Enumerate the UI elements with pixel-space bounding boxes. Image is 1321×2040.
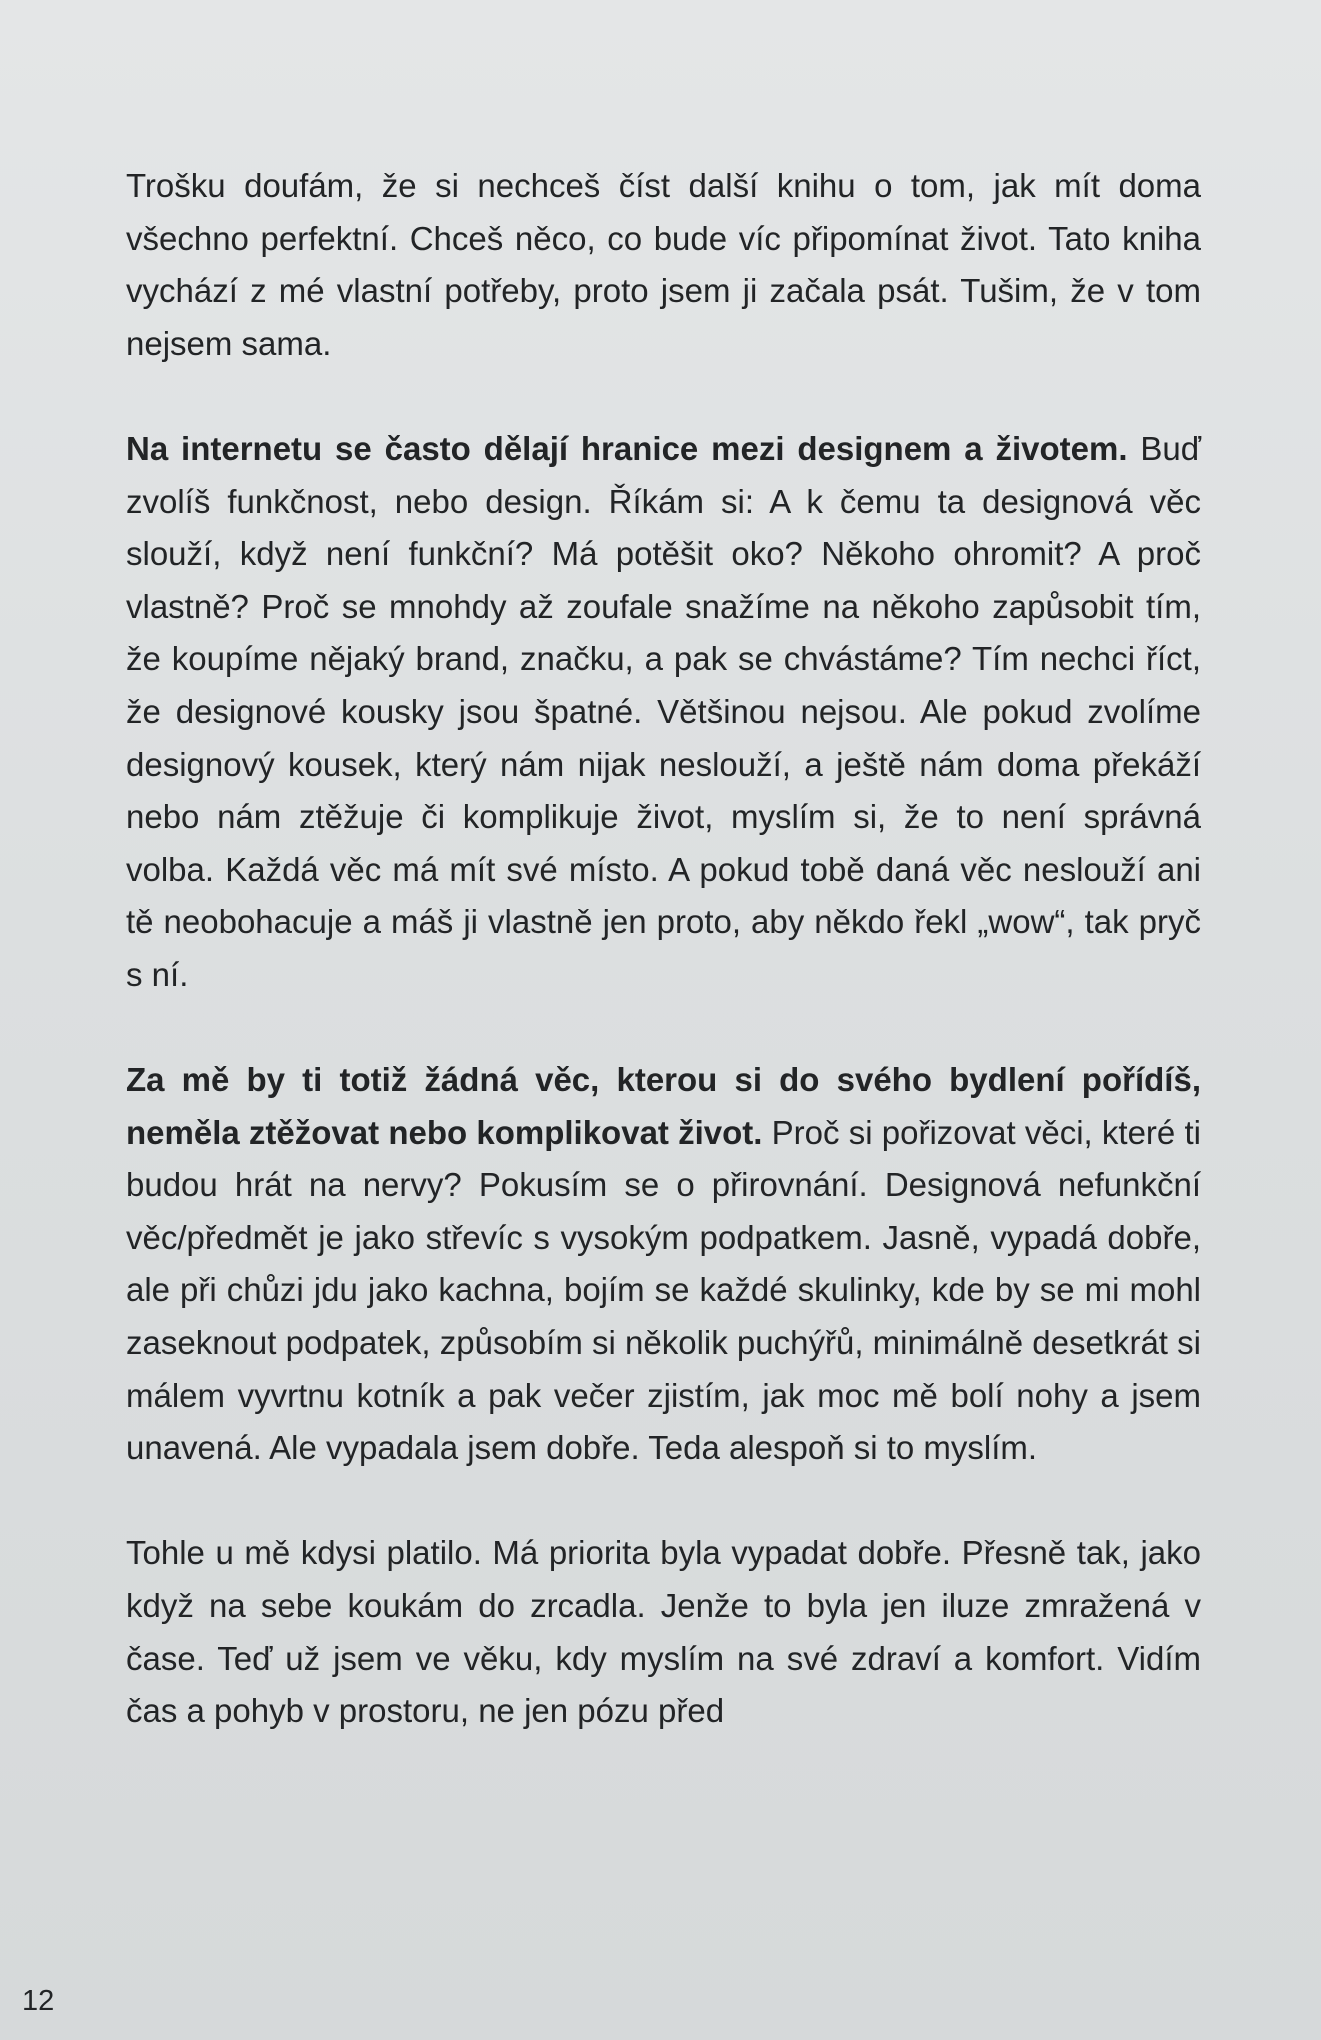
paragraph-3-text: Proč si pořizovat věci, které ti budou hrát na nervy? Pokusím se o přirovnání. Designová nefunkční věc/předmět je jako střevíc s vysokým podpatkem. Jasně, vypadá dobře, ale při chůzi jdu jako kachna, bojím se každé skulinky, kde by se mi mohl zaseknout podpatek, způsobím si několik puchýřů, minimálně desetkrát si málem vyvrtnu kotník a pak večer zjistím, jak moc mě bolí nohy a jsem unavená. Ale vypadala jsem dobře. Teda alespoň si to myslím. <box>126 1113 1201 1467</box>
paragraph-1-text: Trošku doufám, že si nechceš číst další knihu o tom, jak mít doma všechno perfektní. Chceš něco, co bude víc připomínat život. Tato kniha vychází z mé vlastní potřeby, proto jsem ji začala psát. Tušim, že v tom nejsem sama. <box>126 167 1201 362</box>
page-number: 12 <box>22 1985 55 2017</box>
paragraph-2 <box>126 423 1201 1002</box>
paragraph-4 <box>126 1527 1201 1737</box>
paragraph-4-text: Tohle u mě kdysi platilo. Má priorita byla vypadat dobře. Přesně tak, jako když na sebe koukám do zrcadla. Jenže to byla jen iluze zmražená v čase. Teď už jsem ve věku, kdy myslím na své zdraví a komfort. Vidím čas a pohyb v prostoru, ne jen pózu před <box>126 1534 1201 1730</box>
body-text <box>126 160 1201 1738</box>
paragraph-3 <box>126 1054 1201 1475</box>
paragraph-2-lead: Na internetu se často dělají hranice mezi designem a životem. <box>126 429 1128 467</box>
paragraph-2-text: Buď zvolíš funkčnost, nebo design. Říkám si: A k čemu ta designová věc slouží, když není funkční? Má potěšit oko? Někoho ohromit? A proč vlastně? Proč se mnohdy až zoufale snažíme na někoho zapůsobit tím, že koupíme nějaký brand, značku, a pak se chvástáme? Tím nechci říct, že designové kousky jsou špatné. Většinou nejsou. Ale pokud zvolíme designový kousek, který nám nijak neslouží, a ještě nám doma překáží nebo nám ztěžuje či komplikuje život, myslím si, že to není správná volba. Každá věc má mít své místo. A pokud tobě daná věc neslouží ani tě neobohacuje a máš ji vlastně jen proto, aby někdo řekl „wow“, tak pryč s ní. <box>126 429 1202 993</box>
paragraph-1 <box>126 160 1201 370</box>
paragraph-3-lead: Za mě by ti totiž žádná věc, kterou si do svého bydlení pořídíš, neměla ztěžovat nebo komplikovat život. <box>126 1061 1201 1151</box>
